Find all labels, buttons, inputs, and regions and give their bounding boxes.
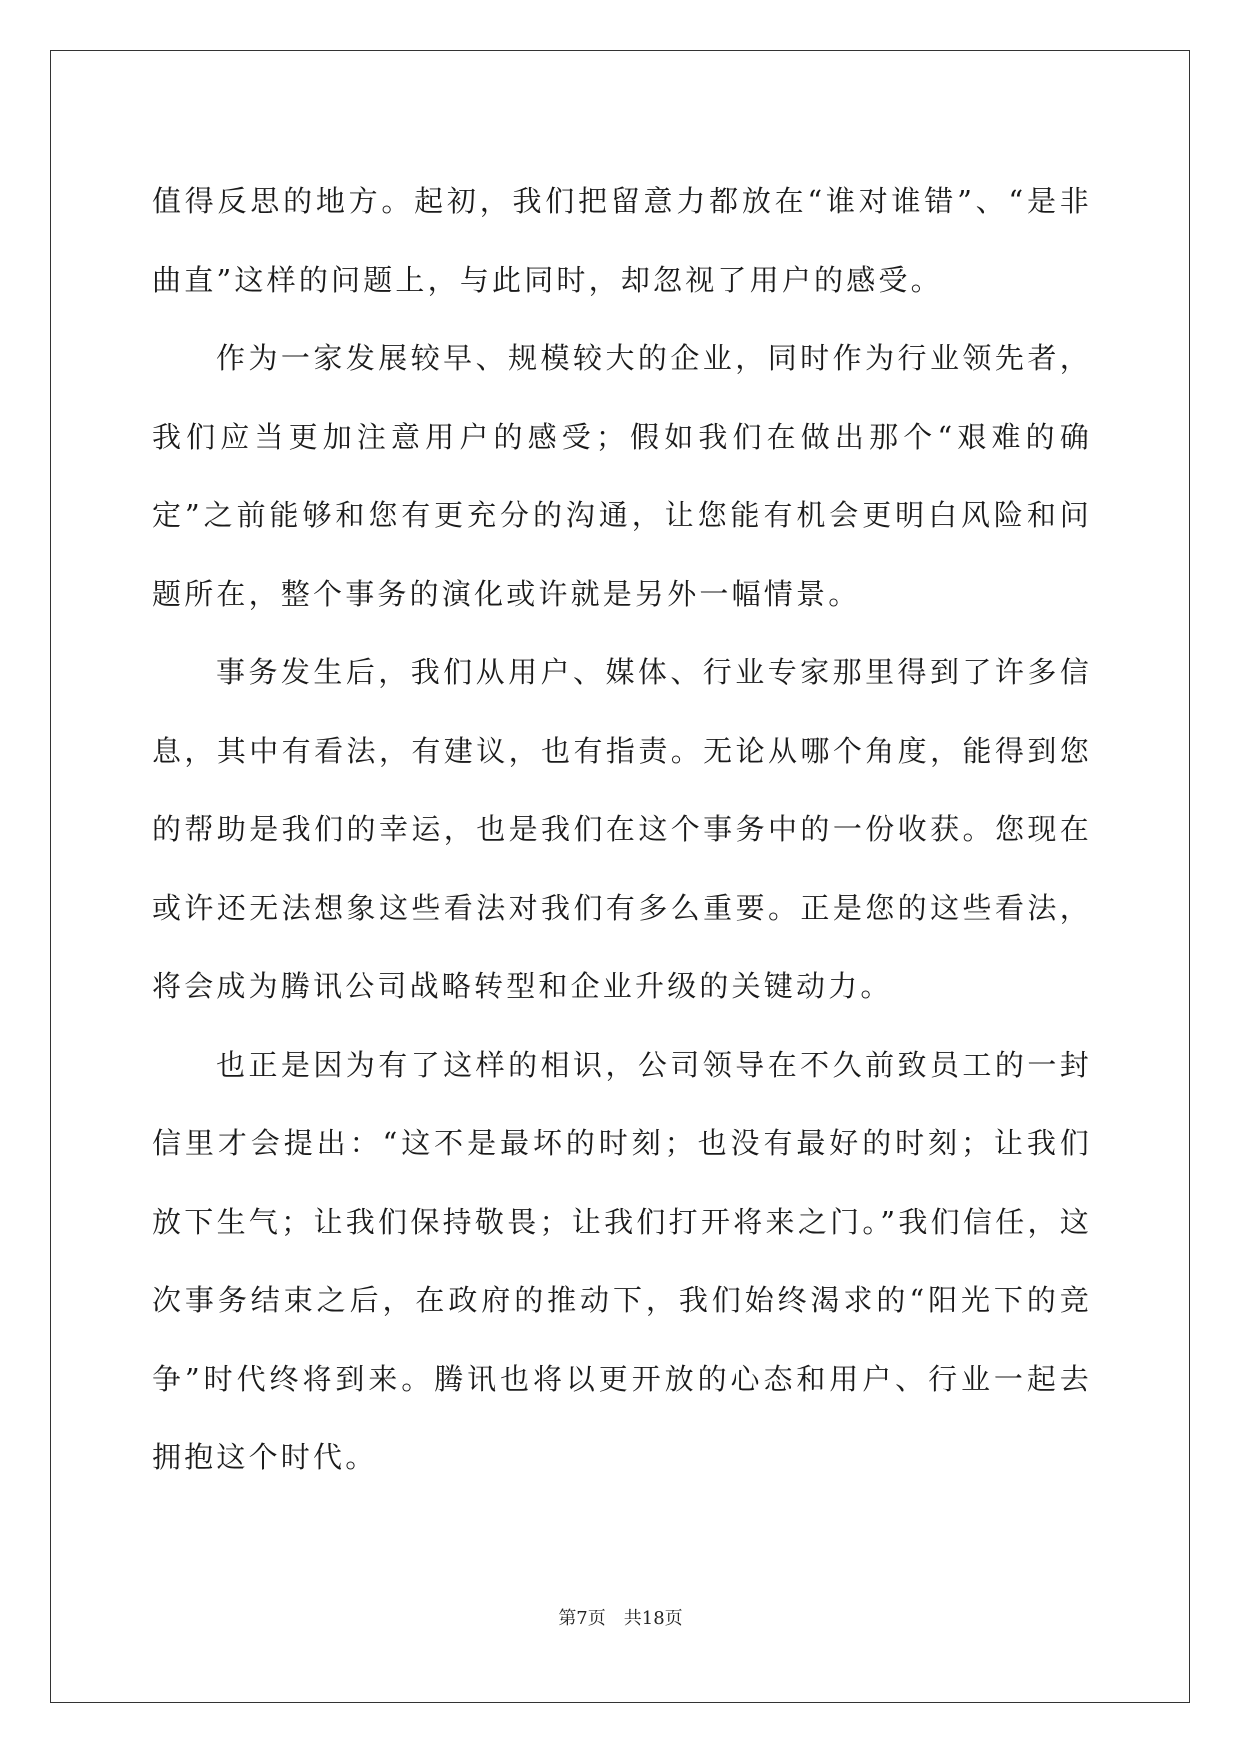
- document-body: [152, 162, 1092, 1497]
- paragraph-3: 事务发生后，我们从用户、媒体、行业专家那里得到了许多信息，其中有看法，有建议，也有指责。无论从哪个角度，能得到您的帮助是我们的幸运，也是我们在这个事务中的一份收获。您现在或许还无法想象这些看法对我们有多么重要。正是您的这些看法，将会成为腾讯公司战略转型和企业升级的关键动力。: [152, 655, 1092, 1003]
- paragraph-4: 也正是因为有了这样的相识，公司领导在不久前致员工的一封信里才会提出：“这不是最坏的时刻；也没有最好的时刻；让我们放下生气；让我们保持敬畏；让我们打开将来之门。”我们信任，这次事务结束之后，在政府的推动下，我们始终渴求的“阳光下的竞争”时代终将到来。腾讯也将以更开放的心态和用户、行业一起去拥抱这个时代。: [152, 1047, 1092, 1474]
- page-footer: 第7页 共18页: [558, 1608, 683, 1629]
- paragraph-2: 作为一家发展较早、规模较大的企业，同时作为行业领先者，我们应当更加注意用户的感受；假如我们在做出那个“艰难的确定”之前能够和您有更充分的沟通，让您能有机会更明白风险和问题所在，整个事务的演化或许就是另外一幅情景。: [152, 341, 1092, 611]
- paragraph-1: 值得反思的地方。起初，我们把留意力都放在“谁对谁错”、“是非曲直”这样的问题上，与此同时，却忽视了用户的感受。: [152, 184, 1092, 297]
